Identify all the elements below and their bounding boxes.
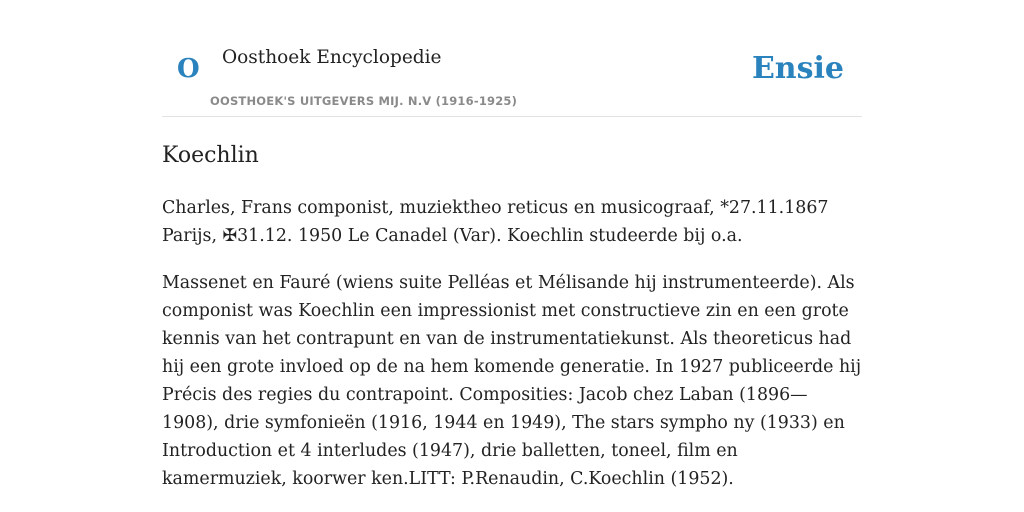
article-title: Koechlin	[162, 143, 259, 168]
site-logo[interactable]: O	[177, 54, 200, 84]
site-header	[162, 0, 862, 117]
brand-logo[interactable]: Ensie	[751, 51, 844, 86]
page	[162, 0, 862, 493]
site-subtitle: OOSTHOEK'S UITGEVERS MIJ. N.V (1916-1925)	[210, 94, 518, 108]
article-paragraph: Charles, Frans componist, muziektheo reticus en musicograaf, *27.11.1867 Parijs, ✠31.12. 1950 Le Canadel (Var). Koechlin studeerde bij o.a.	[162, 198, 829, 246]
site-title[interactable]: Oosthoek Encyclopedie	[222, 47, 442, 68]
article-paragraph: Massenet en Fauré (wiens suite Pelléas et Mélisande hij instrumenteerde). Als componist was Koechlin een impressionist met constructieve zin en een grote kennis van het contrapunt en van de instrumentatiekunst. Als theoreticus had hij een grote invloed op de na hem komende generatie. In 1927 publiceerde hij Précis des regies du contrapoint. Composities: Jacob chez Laban (1896—1908), drie symfonieën (1916, 1944 en 1949), The stars sympho ny (1933) en Introduction et 4 interludes (1947), drie balletten, toneel, film en kamermuziek, koorwer ken.LITT: P.Renaudin, C.Koechlin (1952).	[162, 273, 862, 489]
